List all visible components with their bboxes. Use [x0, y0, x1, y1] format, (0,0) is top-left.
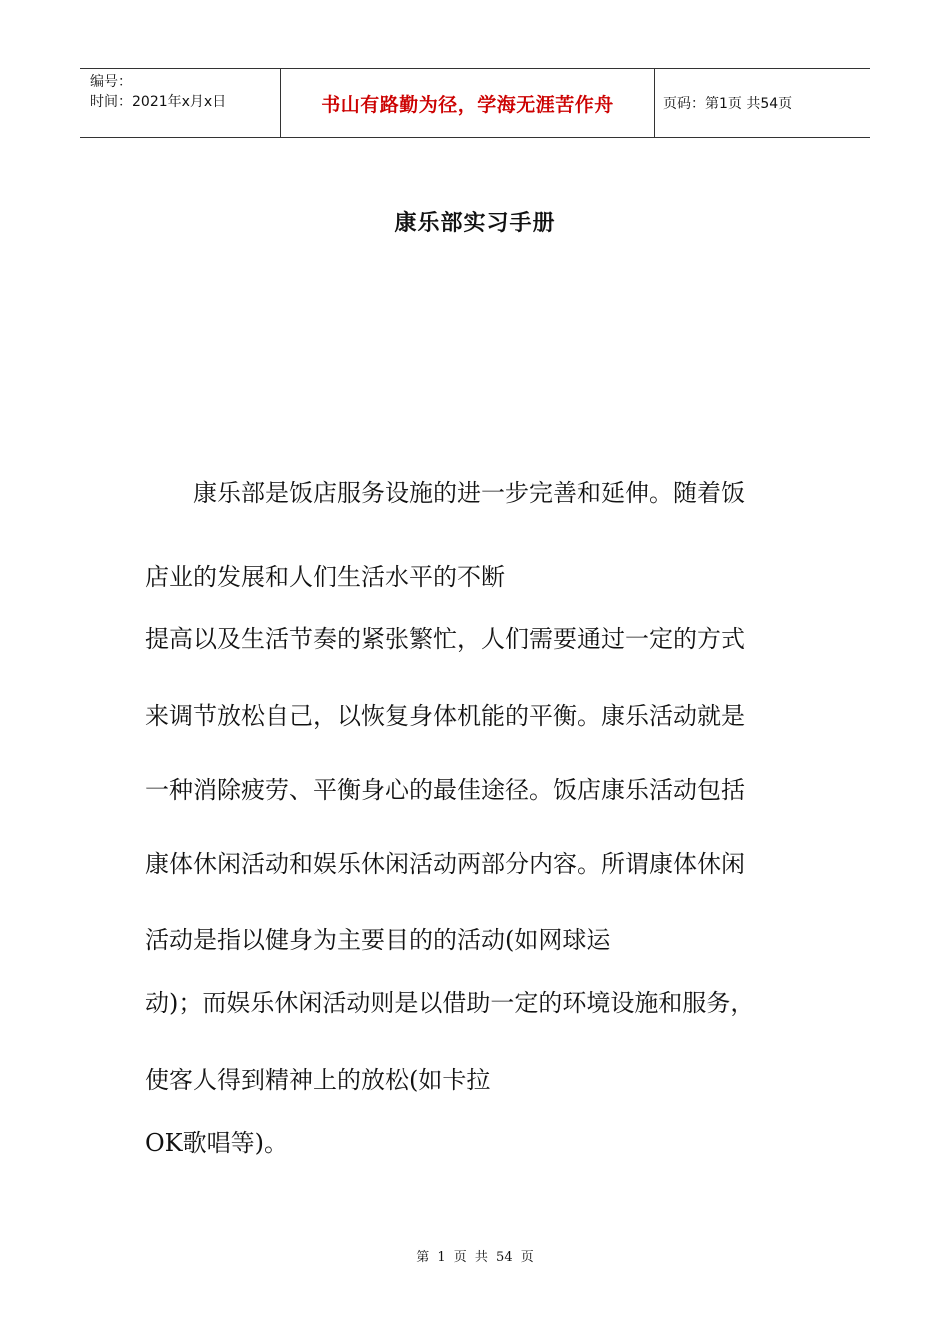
body-line: 康乐部是饭店服务设施的进一步完善和延伸。随着饭 — [193, 479, 745, 507]
body-line: OK歌唱等)。 — [145, 1129, 288, 1157]
header-page-cell — [655, 69, 870, 137]
body-line: 使客人得到精神上的放松(如卡拉 — [145, 1066, 491, 1094]
document-title: 康乐部实习手册 — [394, 211, 556, 236]
body-line: 店业的发展和人们生活水平的不断 — [145, 563, 505, 591]
body-line: 动)；而娱乐休闲活动则是以借助一定的环境设施和服务， — [145, 989, 755, 1017]
header-meta-cell — [80, 69, 281, 137]
body-line: 活动是指以健身为主要目的的活动(如网球运 — [145, 926, 611, 954]
body-line: 一种消除疲劳、平衡身心的最佳途径。饭店康乐活动包括 — [145, 776, 745, 804]
document-number-label: 编号： — [90, 74, 132, 90]
header-table — [80, 68, 870, 138]
document-date: 时间：2021年x月x日 — [90, 94, 227, 110]
page-footer: 第 1 页 共 54 页 — [416, 1250, 534, 1265]
body-line: 康体休闲活动和娱乐休闲活动两部分内容。所谓康体休闲 — [145, 850, 745, 878]
header-page-info: 页码：第1页 共54页 — [663, 96, 793, 112]
header-motto-cell — [281, 69, 655, 137]
header-motto: 书山有路勤为径，学海无涯苦作舟 — [321, 93, 614, 116]
body-line: 提高以及生活节奏的紧张繁忙，人们需要通过一定的方式 — [145, 625, 745, 653]
body-line: 来调节放松自己，以恢复身体机能的平衡。康乐活动就是 — [145, 702, 745, 730]
